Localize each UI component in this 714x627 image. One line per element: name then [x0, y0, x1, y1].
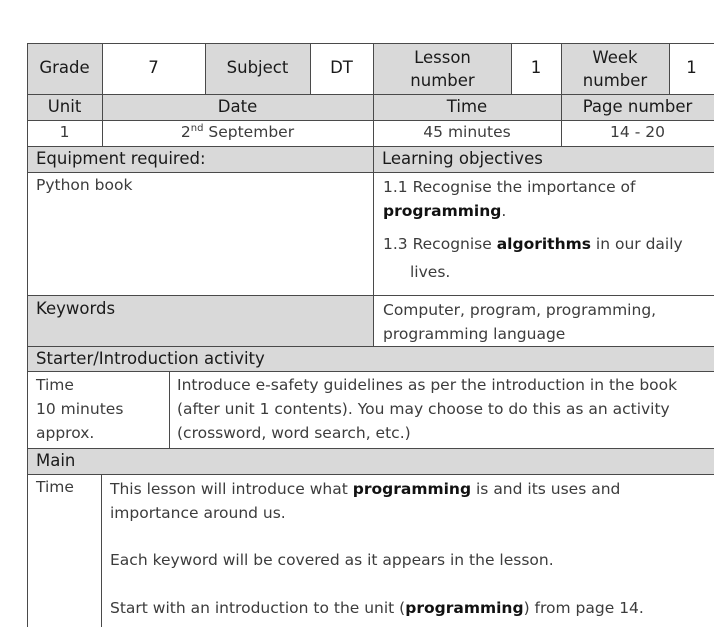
main-p3-prefix: Start with an introduction to the unit ( [110, 599, 406, 617]
lesson-number-label [374, 46, 511, 92]
main-p3-suffix: ) from page 14. [523, 599, 644, 617]
starter-time-label: Time [36, 376, 74, 394]
starter-time-approx: approx. [36, 424, 95, 442]
date-month: September [203, 123, 295, 141]
starter-title: Starter/Introduction activity [36, 349, 265, 368]
week-label-line1: Week [592, 48, 638, 67]
date-label: Date [217, 97, 258, 116]
week-number-value: 1 [686, 58, 697, 77]
date-value [102, 123, 373, 141]
grade-label: Grade [39, 58, 90, 77]
objective-2-prefix: 1.3 Recognise [383, 235, 497, 253]
main-p1-suffix: is and its uses and [471, 480, 621, 498]
lesson-number-value: 1 [530, 58, 542, 77]
main-p1-line2: importance around us. [110, 504, 286, 522]
main-paragraph-3 [110, 599, 710, 617]
objective-2-keyword: algorithms [496, 235, 591, 253]
equipment-value: Python book [36, 176, 133, 194]
objective-1 [383, 175, 713, 223]
week-number-label [561, 46, 669, 92]
unit-value: 1 [59, 123, 70, 141]
lesson-label-line2: number [410, 71, 475, 90]
main-paragraph-2: Each keyword will be covered as it appears in the lesson. [110, 551, 554, 569]
objective-2-suffix: in our daily [591, 235, 683, 253]
page-number-value: 14 - 20 [610, 123, 665, 141]
date-day: 2 [180, 123, 191, 141]
main-header-row [27, 449, 714, 474]
equipment-label: Equipment required: [36, 149, 206, 168]
subject-value: DT [330, 58, 353, 77]
main-p1-keyword: programming [352, 480, 472, 498]
objective-1-keyword: programming [383, 202, 502, 220]
keywords-label: Keywords [36, 299, 116, 318]
main-p3-keyword: programming [405, 599, 524, 617]
starter-description [177, 373, 714, 445]
objective-1-end: . [501, 202, 507, 220]
date-ordinal-suffix: nd [190, 123, 204, 134]
keywords-line1: Computer, program, programming, [383, 301, 657, 319]
main-paragraph-1 [110, 477, 710, 525]
subject-label: Subject [226, 58, 289, 77]
keywords-line2: programming language [383, 325, 566, 343]
page-number-label: Page number [582, 97, 693, 116]
time-label: Time [446, 97, 488, 116]
main-p1-prefix: This lesson will introduce what [110, 480, 353, 498]
main-time-label: Time [36, 478, 74, 496]
starter-line1: Introduce e-safety guidelines as per the introduction in the book [177, 376, 678, 394]
week-label-line2: number [582, 71, 648, 90]
starter-line3: (crossword, word search, etc.) [177, 424, 411, 442]
grade-value: 7 [148, 58, 159, 77]
keywords-value [383, 298, 713, 346]
starter-time-value: 10 minutes [36, 400, 124, 418]
learning-objectives-label: Learning objectives [382, 149, 543, 168]
starter-time [36, 373, 166, 445]
main-title: Main [36, 451, 76, 470]
time-value: 45 minutes [423, 123, 511, 141]
objective-2 [383, 232, 713, 284]
starter-line2: (after unit 1 contents). You may choose to do this as an activity [177, 400, 670, 418]
objective-2-line2: lives. [410, 263, 451, 281]
objective-1-text: 1.1 Recognise the importance of [383, 178, 636, 196]
unit-label: Unit [47, 97, 82, 116]
lesson-label-line1: Lesson [414, 48, 471, 67]
